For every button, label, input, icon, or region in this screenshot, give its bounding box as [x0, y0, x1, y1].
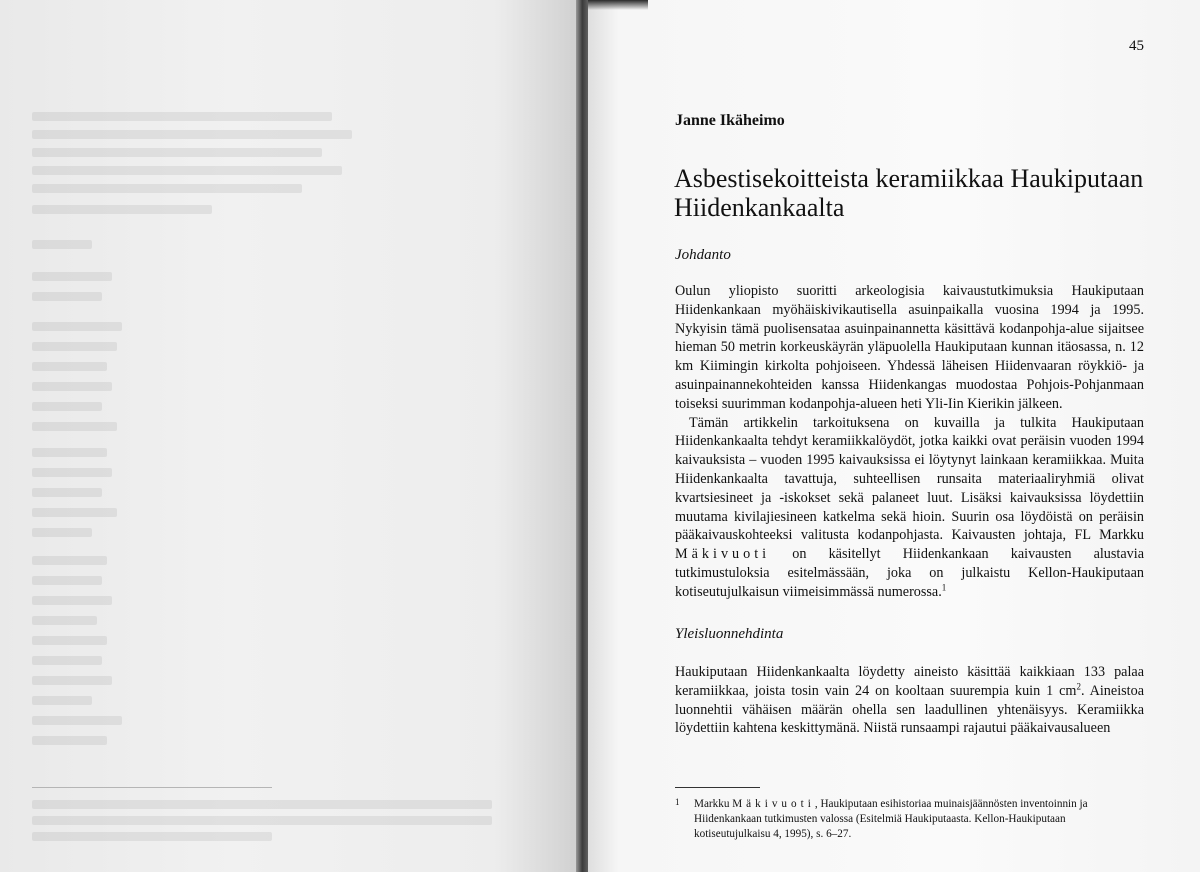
show-through-line	[32, 528, 92, 537]
show-through-line	[32, 184, 302, 193]
section-heading-johdanto: Johdanto	[675, 247, 731, 263]
show-through-line	[32, 322, 122, 331]
superscript-unit: 2	[1076, 681, 1081, 692]
show-through-line	[32, 362, 107, 371]
show-through-line	[32, 240, 92, 249]
show-through-line	[32, 422, 117, 431]
show-through-line	[32, 130, 352, 139]
show-through-line	[32, 402, 102, 411]
show-through-line	[32, 800, 492, 809]
paragraph-text: Tämän artikkelin tarkoituksena on kuvailla ja tulkita Haukiputaan Hiidenkankaalta tehdyt keramiikkalöydöt, jotka kaikki ovat peräisin vuoden 1994 kaivauksista – vuoden 1995 kaivauksissa ei löytynyt lainkaan keramiikkaa. Muita Hiidenkankaalta tavattuja, suhteellisen runsaita materiaaliryhmiä olivat kvartsiesineet ja -iskokset sekä palaneet luut. Lisäksi kaivauksissa löydettiin muutama kivilajiesineen katkelma sekä hioin. Suurin osa löydöistä on peräisin pääkaivauskohteeksi valitusta kodanpohjasta. Kaivausten johtaja, FL Markku	[675, 414, 1144, 544]
paragraph-text: . Aineistoa luonnehtii vähäisen määrän ohella sen laadullinen yhtenäisyys. Keramiikka löydettiin kahtena keskittymänä. Niistä runsaampi rajautui pääkaivausalueen	[675, 682, 1144, 737]
show-through-line	[32, 488, 102, 497]
show-through-line	[32, 292, 102, 301]
footnote-text-part: Markku	[694, 798, 730, 810]
footnote-reference[interactable]: 1	[941, 582, 947, 593]
section-body-johdanto	[675, 282, 1144, 602]
show-through-line	[32, 656, 102, 665]
show-through-line	[32, 616, 97, 625]
show-through-line	[32, 596, 112, 605]
show-through-line	[32, 342, 117, 351]
show-through-line	[32, 468, 112, 477]
show-through-line	[32, 448, 107, 457]
show-through-line	[32, 166, 342, 175]
paragraph	[675, 414, 1144, 602]
footnote-rule-left	[32, 787, 272, 788]
author-name: Janne Ikäheimo	[675, 112, 785, 129]
author-spaced-name: Mäkivuoti	[675, 546, 771, 563]
show-through-line	[32, 272, 112, 281]
paragraph: Oulun yliopisto suoritti arkeologisia kaivaustutkimuksia Haukiputaan Hiidenkankaan myöhäiskivikautisella asuinpaikalla vuosina 1994 ja 1995. Nykyisin tämä puolisensataa asuinpainannetta käsittävä kodanpohja-alue sijaitsee hieman 50 metrin korkeuskäyrän yläpuolella Haukiputaan kunnan itäosassa, n. 12 km Kiimingin kirkolta pohjoiseen. Yhdessä läheisen Hiidenvaaran röykkiö- ja asuinpainannekohteiden kanssa Hiidenkangas muodostaa Pohjois-Pohjanmaan toiseksi suurimman kodanpohja-alueen heti Yli-Iin Kierikin jälkeen.	[675, 283, 1144, 412]
section-heading-yleisluonnehdinta: Yleisluonnehdinta	[675, 626, 784, 642]
paragraph-text: Haukiputaan Hiidenkankaalta löydetty aineisto käsittää kaikkiaan 133 palaa keramiikkaa, joista tosin vain 24 on kooltaan suurempia kuin 1 cm	[675, 664, 1144, 699]
footnote-text	[694, 797, 1144, 842]
show-through-line	[32, 382, 112, 391]
footnote	[675, 797, 1144, 842]
footnote-text-part: , Haukiputaan esihistoriaa muinaisjäännösten inventoinnin ja Hiidenkankaan tutkimusten valossa (Esitelmiä Haukiputaasta. Kellon-Haukiputaan kotiseutujulkaisu 4, 1995), s. 6–27.	[694, 798, 1088, 840]
show-through-line	[32, 148, 322, 157]
show-through-line	[32, 556, 107, 565]
article-title: Asbestisekoitteista keramiikkaa Haukiputaan Hiidenkankaalta	[674, 164, 1144, 222]
show-through-line	[32, 832, 272, 841]
show-through-line	[32, 636, 107, 645]
show-through-line	[32, 676, 112, 685]
paragraph-text: on käsitellyt Hiidenkankaan kaivausten alustavia tutkimustuloksia esitelmässään, joka on julkaistu Kellon-Haukiputaan kotiseutujulkaisun viimeisimmässä numerossa.	[675, 546, 1144, 600]
show-through-line	[32, 696, 92, 705]
show-through-line	[32, 816, 492, 825]
footnote-spaced-name: Mäkivuoti	[732, 798, 815, 810]
show-through-line	[32, 112, 332, 121]
page-edge-shadow	[588, 0, 648, 10]
show-through-line	[32, 736, 107, 745]
show-through-line	[32, 205, 212, 214]
show-through-line	[32, 508, 117, 517]
page-number: 45	[1129, 38, 1144, 54]
section-body-yleisluonnehdinta	[675, 663, 1144, 738]
left-page	[0, 0, 582, 872]
show-through-line	[32, 576, 102, 585]
footnote-rule	[675, 787, 760, 788]
show-through-line	[32, 716, 122, 725]
footnote-marker: 1	[675, 797, 680, 807]
paragraph	[675, 663, 1144, 738]
